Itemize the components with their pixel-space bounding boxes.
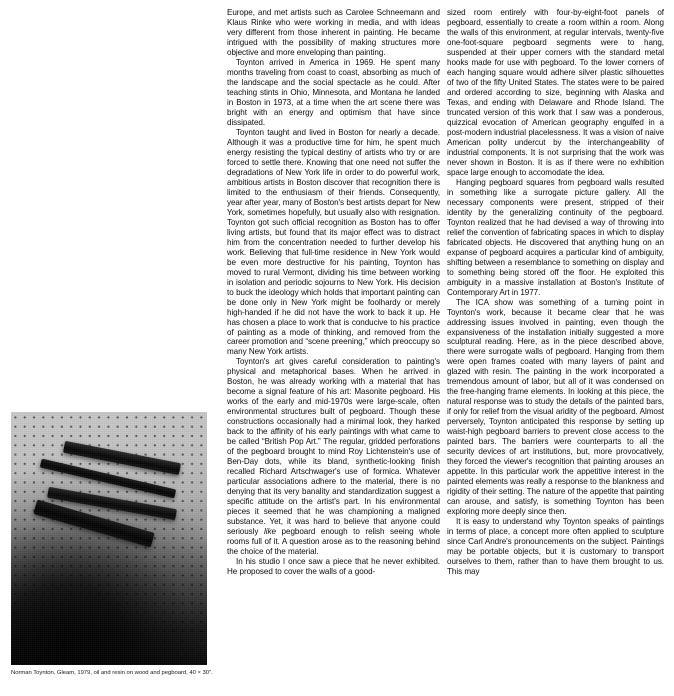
paragraph: It is easy to understand why Toynton speaks of paintings in terms of place, a concept more often applied to sculpture since Carl Andre's pronouncements on the subject. Paintings may be portable objects, but it is customary to transport ourselves to them, rather than to have them brought to us. This may — [447, 517, 664, 577]
paragraph: In his studio I once saw a piece that he never exhibited. He proposed to cover the walls of a good- — [227, 557, 440, 577]
emphasis: like — [264, 527, 276, 537]
figure-artwork — [11, 412, 213, 677]
paragraph: Hanging pegboard squares from pegboard walls resulted in something like a surrogate picture gallery. All the necessary components were present, stripped of their identity by the generalizing continuity of the pegboard. Toynton realized that he had devised a way of throwing into relief the convention of fabricating spaces in which to display fabricated objects. He discovered that anything hung on an expanse of pegboard acquires a particular kind of ambiguity, shifting between a resemblance to something on display and to something being stored off the floor. He exploited this ambiguity in a massive installation at Boston's Institute of Contemporary Art in 1977. — [447, 177, 664, 297]
left-column — [0, 0, 213, 696]
paragraph: Europe, and met artists such as Carolee Schneemann and Klaus Rinke who were working in media, and with ideas very different from those inherent in painting. He became intrigued with the possibility of making structures more objective and more enveloping than painting. — [227, 8, 440, 57]
paragraph: Toynton taught and lived in Boston for nearly a decade. Although it was a productive time for him, he spent much energy resisting the typical destiny of artists who try or are forced to settle there. Knowing that one need not suffer the degradations of New York life in order to do powerful work, ambitious artists in Boston discover that recognition there is limited to the enthusiasm of their friends. Consequently, year after year, many of Boston's best artists depart for New York, sometimes hopefully, but usually also with resignation. Toynton got such official recognition as Boston has to offer living artists, but found that its major effect was to distract him from the concentration needed to further develop his work. Believing that full-time residence in New York would be even more destructive for his painting, Toynton has moved to rural Vermont, dividing his time between working in isolation and periodic sojourns to New York. His decision to buck the ideology which holds that important painting can be done only in New York might be foolhardy or merely high-handed if he did not have the work to back it up. He has chosen a place to work that is conducive to his practice of painting as a mode of thinking, and removed from the career promotion and “scene preening,” which preoccupy so many New York artists. — [227, 127, 440, 357]
paragraph: Toynton arrived in America in 1969. He spent many months traveling from coast to coast, absorbing as much of the landscape and the social spectacle as he could. After teaching stints in Ohio, Minnesota, and Montana he landed in Boston in 1973, at a time when the art scene there was bright with an energy and optimism that have since dissipated. — [227, 57, 440, 127]
paragraph: sized room entirely with four-by-eight-foot panels of pegboard, essentially to create a room within a room. Along the walls of this environment, at regular intervals, twenty-five one-foot-square pegboard segments were to hang, suspended at their upper corners with the standard metal hooks made for use with pegboard. To the lower corners of each hanging square would adhere silver plastic silhouettes of two of the fifty United States. The states were to be paired and ordered according to size, beginning with Alaska and Texas, and ending with Delaware and Rhode Island. The truncated version of this work that I saw was a ponderous, quizzical evocation of American geography engulfed in a post-modern industrial placelessness. It was a vision of naive American polity undercut by the interchangeability of industrial components. It is not surprising that the work was never shown in Boston. It is as if there were no exhibition space large enough to accomodate the idea. — [447, 8, 664, 177]
artwork-photograph — [11, 412, 207, 665]
middle-text-column — [227, 8, 440, 577]
right-text-column — [447, 8, 664, 577]
paragraph: The ICA show was something of a turning point in Toynton's work, because it became clear that he was addressing issues involved in painting, even though the expansiveness of the installation initially suggested a more sculptural reading. Here, as in the piece described above, there were surrogate walls of pegboard. Hanging from them were open frames coated with many layers of paint and glazed with resin. The painting in the work incorporated a tremendous amount of labor, but all of it was condensed on the free-hanging frame elements. In looking at this piece, the natural response was to study the details of the painted bars, if only for relief from the visual aridity of the pegboard. Almost perversely, Toynton anticipated this response by setting up waist-high pegboard barriers to prevent close access to the painted bars. The barriers were counterparts to all the security devices of art institutions, but, more provocatively, they forced the viewer's recognition that painting arouses an appetite. In this particular work the appetitive interest in the painted elements was really a response to the blankness and rigidity of their setting. The nature of the appetite that painting can arouse, and satisfy, is something Toynton has been exploring more deeply since then. — [447, 297, 664, 517]
paragraph: Toynton's art gives careful consideration to painting's physical and metaphorical bases. When he arrived in Boston, he was already working with a material that has become a signal feature of his art: Masonite pegboard. His works of the early and mid-1970s were large-scale, often environmental structures built of pegboard. Though these constructions occasionally had a minimal look, they harked back to the affinity of his early paintings with what came to be called “British Pop Art.” The regular, gridded perforations of the pegboard brought to mind Roy Lichtenstein's use of Ben-Day dots, while its bland, synthetic-looking finish recalled Richard Artschwager's use of formica. Whatever particular associations adhere to the material, there is no denying that its very banality and standardization suggest a specific attitude on the artist's part. In his environmental pieces it seemed that he was championing a maligned substance. Yet, it was hard to believe that anyone could seriously like pegboard enough to relish seeing whole rooms full of it. A question arose as to the reasoning behind the choice of the material. — [227, 357, 441, 557]
figure-caption: Norman Toynton, Gleam, 1979, oil and resin on wood and pegboard, 40 × 30". — [11, 669, 213, 676]
